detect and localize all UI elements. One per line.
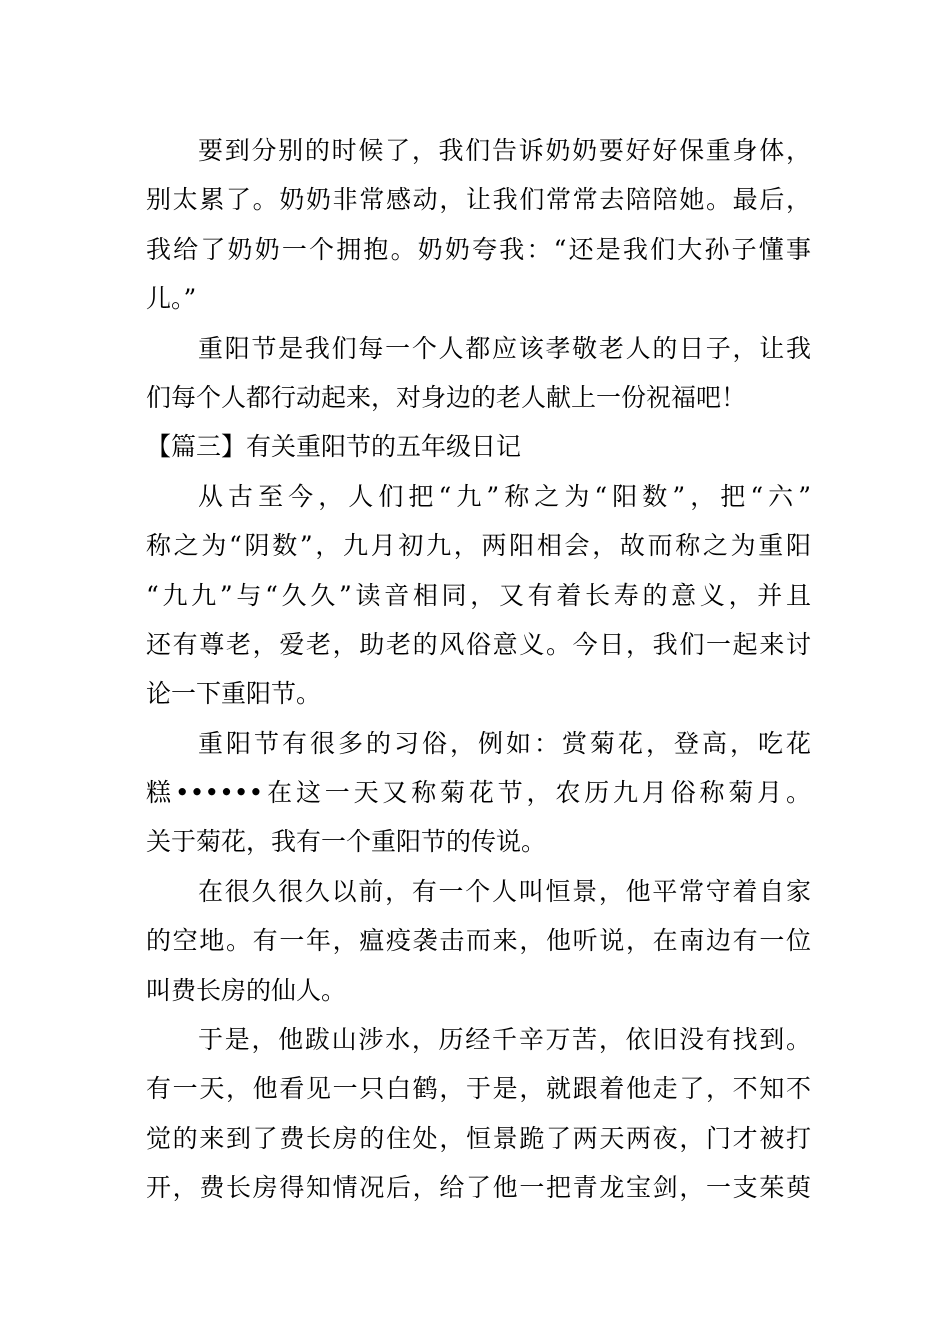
text-line: 们每个人都行动起来，对身边的老人献上一份祝福吧！ xyxy=(146,382,747,412)
text-line: 儿。” xyxy=(146,284,197,314)
text-line: 的空地。有一年，瘟疫袭击而来，他听说，在南边有一位 xyxy=(146,926,811,956)
text-line: 叫费长房的仙人。 xyxy=(146,975,347,1005)
text-line: 论一下重阳节。 xyxy=(146,679,322,709)
text-line: 称之为“阴数”，九月初九，两阳相会，故而称之为重阳 xyxy=(146,531,811,561)
text-line: 重阳节是我们每一个人都应该孝敬老人的日子，让我 xyxy=(198,333,811,363)
text-line: 还有尊老，爱老，助老的风俗意义。今日，我们一起来讨 xyxy=(146,629,811,659)
text-line: “九九”与“久久”读音相同，又有着长寿的意义，并且 xyxy=(146,580,811,610)
text-line: 关于菊花，我有一个重阳节的传说。 xyxy=(146,827,547,857)
text-line: 从古至今，人们把“九”称之为“阳数”，把“六” xyxy=(198,481,811,511)
text-line: 别太累了。奶奶非常感动，让我们常常去陪陪她。最后， xyxy=(146,185,811,215)
text-line: 在很久很久以前，有一个人叫恒景，他平常守着自家 xyxy=(198,876,811,906)
text-line: 糕••••••在这一天又称菊花节，农历九月俗称菊月。 xyxy=(146,778,811,808)
text-line: 我给了奶奶一个拥抱。奶奶夸我：“还是我们大孙子懂事 xyxy=(146,234,811,264)
text-line: 觉的来到了费长房的住处，恒景跪了两天两夜，门才被打 xyxy=(146,1123,811,1153)
text-line: 开，费长房得知情况后，给了他一把青龙宝剑，一支茱萸 xyxy=(146,1173,811,1203)
text-line: 重阳节有很多的习俗，例如：赏菊花，登高，吃花 xyxy=(198,728,811,758)
document-body xyxy=(146,126,811,1213)
section-heading: 【篇三】有关重阳节的五年级日记 xyxy=(146,432,522,462)
text-line: 有一天，他看见一只白鹤，于是，就跟着他走了，不知不 xyxy=(146,1074,811,1104)
text-line: 于是，他跋山涉水，历经千辛万苦，依旧没有找到。 xyxy=(198,1025,811,1055)
text-line: 要到分别的时候了，我们告诉奶奶要好好保重身体， xyxy=(198,136,811,165)
